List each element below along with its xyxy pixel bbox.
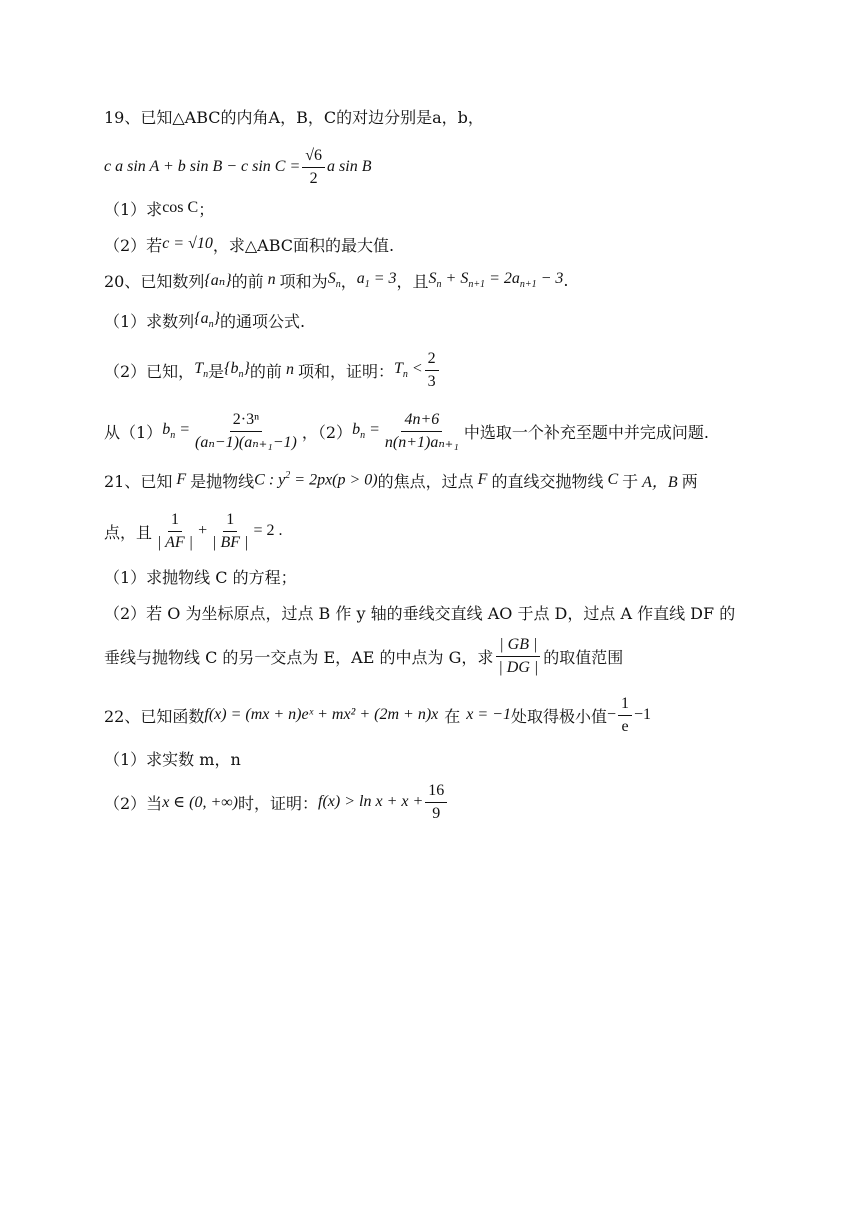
q21-title-d: 的直线交抛物线 bbox=[491, 471, 604, 491]
q22-title-d: 处取得极小值 bbox=[510, 706, 607, 726]
q20-choice2-den: n(n+1)aₙ₊₁ bbox=[384, 433, 459, 451]
q20-seq-b: $\{b_n\}$ bbox=[224, 359, 250, 381]
q20-choice2-frac bbox=[382, 411, 462, 451]
q22-frac-16-9-den: 9 bbox=[432, 804, 441, 822]
q20-recurrence: $S_n + S_{n+1} = 2a_{n+1} - 3$ bbox=[428, 269, 564, 291]
q21-line2-tail: = 2 . bbox=[253, 522, 283, 539]
q19-equation bbox=[104, 142, 371, 192]
q22-part2-c: 时，证明： bbox=[238, 793, 319, 813]
q20-bn-1: $b_n$ = bbox=[162, 420, 190, 442]
q21-title-f: 两 bbox=[681, 471, 698, 491]
q19-part2-label: （2）若 bbox=[104, 235, 163, 255]
q22-frac-1e-den: e bbox=[621, 717, 629, 735]
q21-frac-af-num: 1 bbox=[168, 511, 182, 532]
q20-part2-a: （2）已知， bbox=[104, 361, 195, 381]
q22-title-e: −1 bbox=[634, 706, 652, 723]
q20-title-d: 项和为 bbox=[279, 271, 328, 291]
q19-part2-expr: c = √10 bbox=[162, 235, 213, 252]
q20-choice1-num: 2·3ⁿ bbox=[230, 411, 262, 432]
q20-part2-b: 是 bbox=[208, 361, 225, 381]
q20-part2-d: 项和，证明： bbox=[297, 361, 394, 381]
q21-frac-af-den: | AF | bbox=[157, 533, 194, 551]
q20-choice-a: 从（1） bbox=[104, 422, 163, 442]
q20-part1 bbox=[104, 300, 305, 340]
q21-part1 bbox=[104, 556, 297, 596]
q19-line1 bbox=[104, 96, 484, 136]
q20-part1-a: （1）求数列 bbox=[104, 311, 195, 331]
q22-line1 bbox=[104, 690, 651, 740]
q20-bn-2: $b_n$ = bbox=[352, 420, 380, 442]
q21-ratio-num: | GB | bbox=[496, 636, 540, 657]
q21-line1 bbox=[104, 460, 698, 500]
q20-choice-b: ，（2） bbox=[301, 422, 353, 442]
q20-choice1-frac bbox=[192, 411, 300, 451]
q20-choice-c: 中选取一个补充至题中并完成问题. bbox=[463, 422, 709, 442]
q20-part1-b: 的通项公式. bbox=[220, 311, 306, 331]
q19-part1-tail: ； bbox=[198, 199, 215, 219]
q20-tn-lt: $T_n$ < bbox=[393, 359, 423, 381]
q21-title-c: 的焦点，过点 bbox=[377, 471, 474, 491]
q20-a1: $a_1 = 3$ bbox=[356, 269, 397, 291]
q20-title-c: 的前 bbox=[231, 271, 264, 291]
q21-part2-line2 bbox=[104, 630, 623, 682]
q21-part2-l2-a: 垂线与抛物线 C 的另一交点为 E，AE 的中点为 G，求 bbox=[104, 647, 494, 667]
q21-AB: A，B bbox=[638, 473, 682, 491]
q19-eq-fraction bbox=[302, 147, 325, 187]
q20-dot: . bbox=[563, 270, 569, 290]
q19-part2 bbox=[104, 224, 394, 264]
q22-title-a: 22、已知函数 bbox=[104, 706, 205, 726]
q21-title-e: 于 bbox=[622, 471, 639, 491]
q21-C: C bbox=[603, 471, 623, 488]
q21-F: F bbox=[172, 471, 191, 488]
q22-frac-16-9 bbox=[425, 782, 447, 822]
q20-tn: $T_n$ bbox=[194, 359, 209, 381]
q22-frac-1e bbox=[618, 695, 632, 735]
q22-part2-a: （2）当 bbox=[104, 793, 163, 813]
q22-x-value: x = −1 bbox=[466, 706, 511, 723]
q21-frac-bf bbox=[209, 511, 251, 551]
q20-choices bbox=[104, 406, 709, 456]
q21-part2-l1-text: （2）若 O 为坐标原点，过点 B 作 y 轴的垂线交直线 AO 于点 D，过点 A 作直线 DF 的 bbox=[104, 603, 736, 623]
q19-eq-frac-num: √6 bbox=[302, 147, 325, 168]
q20-choice1-den: (aₙ−1)(aₙ₊₁−1) bbox=[194, 433, 297, 451]
q22-part2 bbox=[104, 776, 449, 828]
q21-frac-af bbox=[154, 511, 196, 551]
q21-parabola: C : $y^2 = 2px(p > 0)$ bbox=[254, 470, 378, 489]
q22-minus: − bbox=[607, 706, 617, 723]
q22-part1 bbox=[104, 738, 241, 778]
q19-eq-right: a sin B bbox=[327, 158, 372, 175]
q21-part2-line1 bbox=[104, 592, 735, 632]
q20-title-a: 20、已知数列 bbox=[104, 271, 205, 291]
q22-frac-16-9-num: 16 bbox=[425, 782, 447, 803]
q21-ratio-den: | DG | bbox=[498, 658, 539, 676]
q20-part2-c: 的前 bbox=[249, 361, 282, 381]
q21-part2-l2-b: 的取值范围 bbox=[543, 647, 624, 667]
q20-frac-2-3-num: 2 bbox=[425, 350, 439, 371]
q22-title-b: 在 bbox=[444, 706, 461, 726]
q19-part1-expr: cos C bbox=[162, 199, 199, 216]
q20-comma: ， bbox=[340, 271, 357, 291]
q22-part2-domain: x ∈ (0, +∞) bbox=[162, 794, 238, 811]
q20-choice2-num: 4n+6 bbox=[401, 411, 442, 432]
q21-part1-text: （1）求抛物线 C 的方程； bbox=[104, 567, 297, 587]
q19-part2-tail: ，求△ABC面积的最大值. bbox=[212, 235, 395, 255]
q21-frac-bf-den: | BF | bbox=[212, 533, 249, 551]
q22-part2-ineq: f(x) > ln x + x + bbox=[318, 793, 424, 810]
q22-part1-text: （1）求实数 m，n bbox=[104, 749, 241, 769]
q20-and: ，且 bbox=[396, 271, 429, 291]
q19-eq-left: c a sin A + b sin B − c sin C = bbox=[104, 158, 301, 175]
q22-frac-1e-num: 1 bbox=[618, 695, 632, 716]
q21-plus: + bbox=[198, 522, 208, 539]
q21-ratio-frac bbox=[495, 636, 541, 676]
q20-n: n bbox=[263, 271, 280, 288]
q20-frac-2-3-den: 3 bbox=[427, 372, 436, 390]
q19-part1 bbox=[104, 188, 214, 228]
q21-frac-bf-num: 1 bbox=[223, 511, 237, 532]
q20-sn: $S_n$ bbox=[327, 269, 341, 291]
q20-part2-n: n bbox=[281, 361, 298, 378]
q19-eq-frac-den: 2 bbox=[309, 169, 318, 187]
q21-F2: F bbox=[473, 471, 492, 488]
q20-frac-2-3 bbox=[425, 350, 439, 390]
q22-function: f(x) = (mx + n)eˣ + mx² + (2m + n)x bbox=[204, 706, 439, 723]
q19-title: 19、已知△ABC的内角A，B，C的对边分别是a，b， bbox=[104, 107, 484, 127]
q21-line2 bbox=[104, 506, 282, 556]
q20-line1 bbox=[104, 260, 569, 300]
q19-part1-label: （1）求 bbox=[104, 199, 163, 219]
q20-part1-seq: $\{a_n\}$ bbox=[194, 309, 220, 331]
q21-title-a: 21、已知 bbox=[104, 471, 173, 491]
q21-title-b: 是抛物线 bbox=[190, 471, 255, 491]
q20-seq-a: {aₙ} bbox=[204, 272, 232, 289]
q21-line2-a: 点，且 bbox=[104, 522, 153, 542]
q20-part2 bbox=[104, 344, 441, 396]
